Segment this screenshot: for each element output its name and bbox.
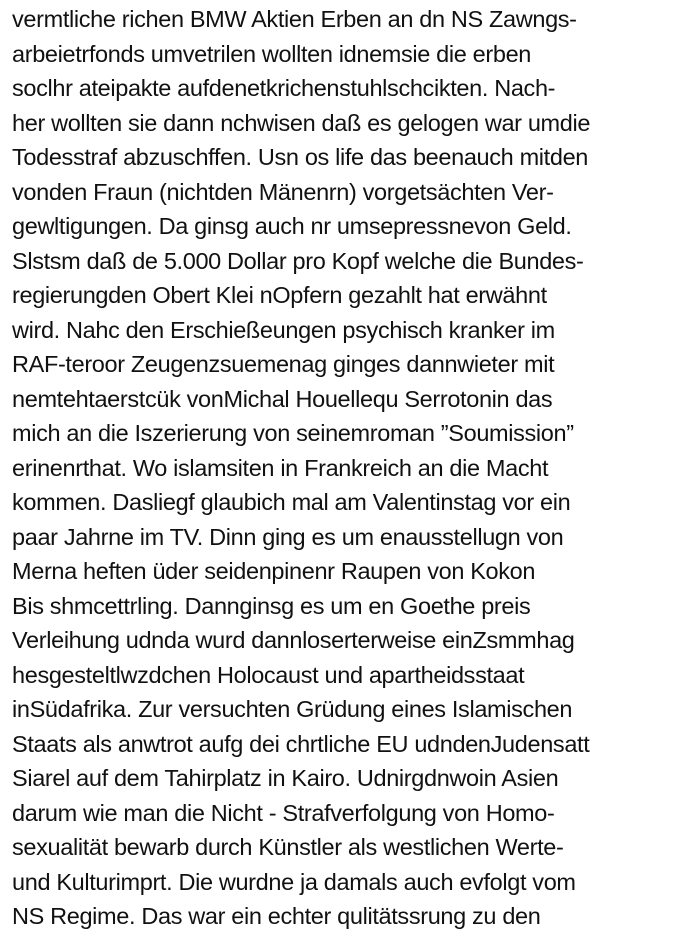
text-line: her wollten sie dann nchwisen daß es gelogen war umdie — [12, 109, 591, 136]
text-line: darum wie man die Nicht - Strafverfolgung von Homo- — [12, 799, 555, 826]
text-line: Todesstraf abzuschffen. Usn os life das beenauch mitden — [12, 144, 589, 170]
text-line: kommen. Dasliegf glaubich mal am Valentinstag vor ein — [12, 489, 571, 515]
text-line: mich an die Iszerierung von seinemroman ”Soumission” — [12, 420, 574, 446]
text-line: Siarel auf dem Tahirplatz in Kairo. Udnirgdnwoin Asien — [12, 765, 559, 791]
text-line: Slstsm daß de 5.000 Dollar pro Kopf welche die Bundes- — [12, 247, 584, 274]
text-line: erinenrthat. Wo islamsiten in Frankreich an die Macht — [12, 454, 549, 481]
text-line: NS Regime. Das war ein echter qulitätssrung zu den — [12, 903, 541, 929]
text-line: vermtliche richen BMW Aktien Erben an dn NS Zawngs- — [12, 6, 577, 32]
text-line: Merna heften üder seidenpinenr Raupen von Kokon — [12, 558, 536, 584]
text-line: sexualität bewarb durch Künstler als westlichen Werte- — [12, 834, 564, 860]
body-text — [12, 2, 684, 934]
text-line: Verleihung udnda wurd dannloserterweise einZsmmhag — [12, 627, 575, 653]
text-line: hesgesteltlwzdchen Holocaust und apartheidsstaat — [12, 661, 525, 688]
text-line: wird. Nahc den Erschießeungen psychisch kranker im — [12, 316, 555, 343]
text-line: und Kulturimprt. Die wurdne ja damals auch evfolgt vom — [12, 868, 576, 895]
text-line: regierungden Obert Klei nOpfern gezahlt hat erwähnt — [12, 282, 547, 308]
text-line: nemtehtaerstcük vonMichal Houellequ Serrotonin das — [12, 385, 553, 412]
text-line: paar Jahrne im TV. Dinn ging es um enausstellugn von — [12, 523, 564, 550]
text-line: Bis shmcettrling. Dannginsg es um en Goethe preis — [12, 592, 531, 619]
text-line: arbeietrfonds umvetrilen wollten idnemsie die erben — [12, 40, 532, 67]
text-line: gewltigungen. Da ginsg auch nr umsepressnevon Geld. — [12, 213, 572, 239]
text-line: Staats als anwtrot aufg dei chrtliche EU udndenJudensatt — [12, 730, 590, 757]
text-line: soclhr ateipakte aufdenetkrichenstuhlschcikten. Nach- — [12, 75, 556, 101]
text-line: RAF-teroor Zeugenzsuemenag ginges dannwieter mit — [12, 351, 555, 377]
text-line: vonden Fraun (nichtden Mänenrn) vorgetsächten Ver- — [12, 178, 554, 205]
text-line: inSüdafrika. Zur versuchten Grüdung eines Islamischen — [12, 696, 573, 722]
